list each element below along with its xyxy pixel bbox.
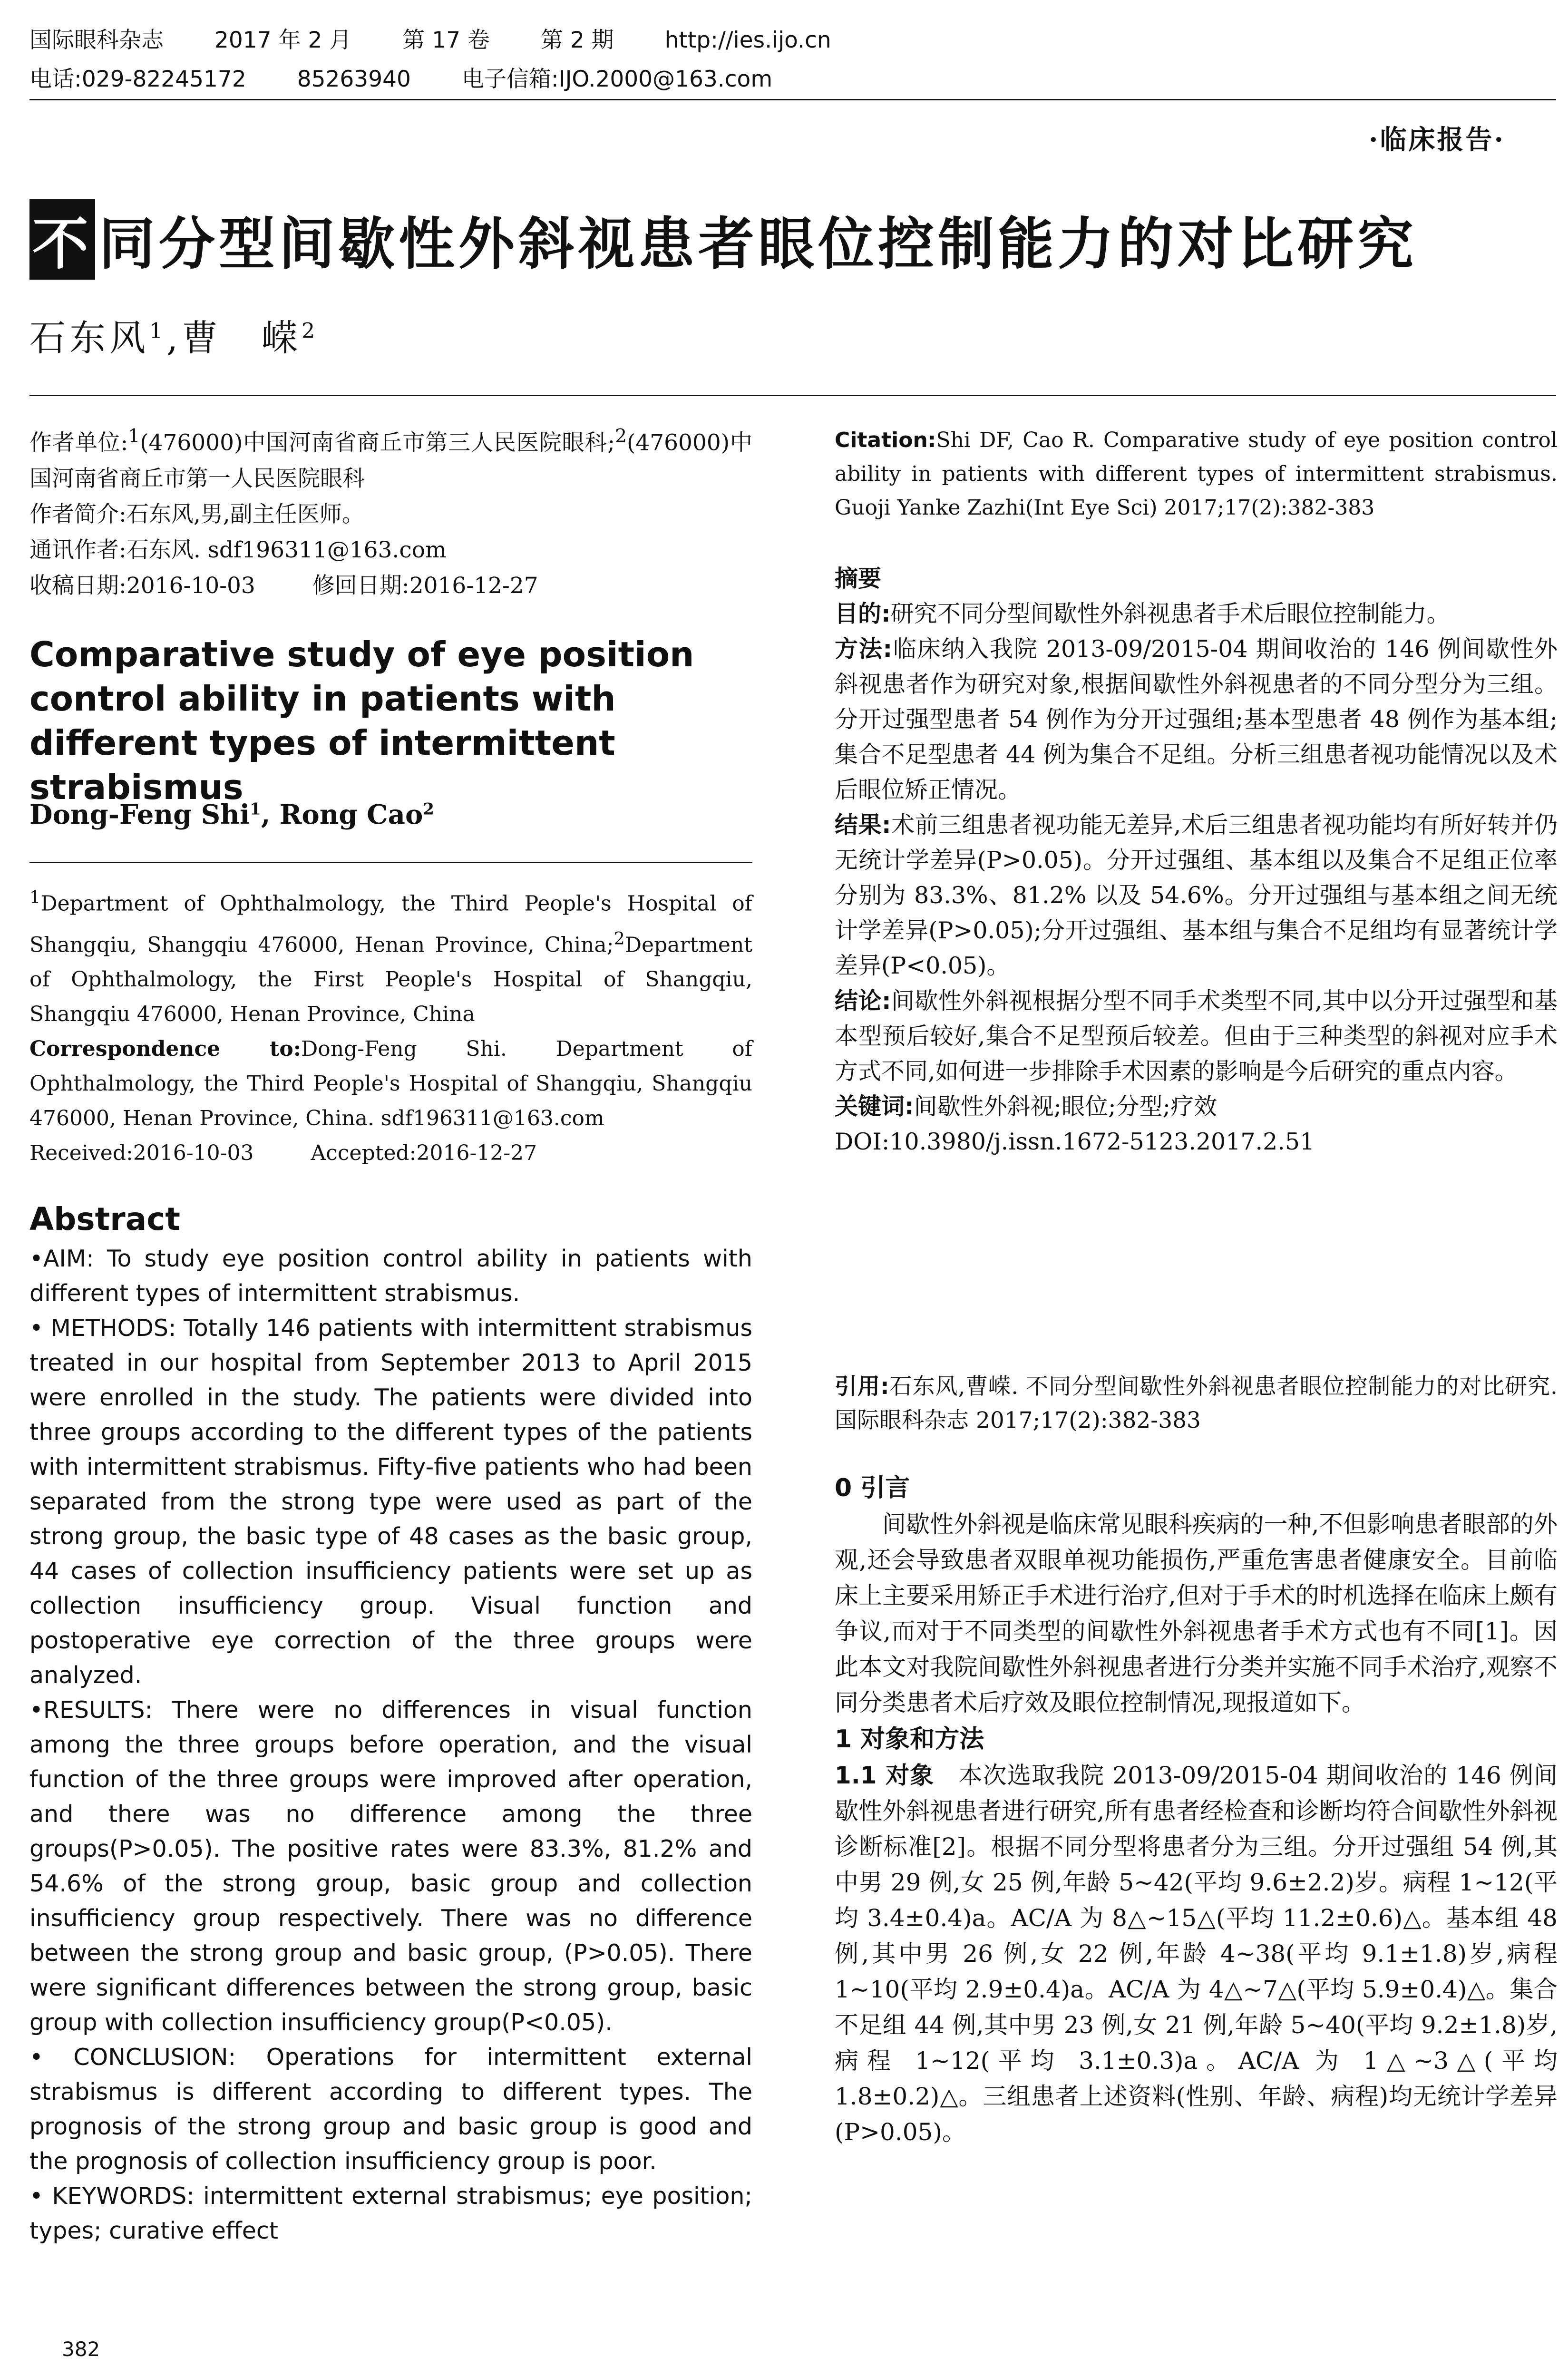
author-2-aff: 2	[302, 319, 319, 343]
section-1-heading: 1 对象和方法	[835, 1725, 984, 1754]
title-divider	[29, 395, 1556, 396]
cn-citation-label: 引用:	[835, 1374, 889, 1400]
phone2: 85263940	[297, 66, 411, 92]
abstract-cn	[835, 561, 1558, 1159]
affiliation-2: Department of Ophthalmology, the First People's Hospital of Shangqiu, Shangqiu 476000, Henan Province, China	[29, 933, 752, 1027]
citation-en	[835, 423, 1558, 525]
abstract-keywords: • KEYWORDS: intermittent external strabismus; eye position; types; curative effect	[29, 2182, 752, 2244]
section-1-1-label: 1.1 对象	[835, 1762, 935, 1789]
unit2-text: (476000)中国河南省商丘市第一人民医院眼科	[29, 429, 752, 492]
abstract-aim: •AIM: To study eye position control ability in patients with different types of intermittent strabismus.	[29, 1245, 752, 1307]
en-author-sep: ,	[261, 799, 280, 830]
english-title: Comparative study of eye position control ability in patients with different types of intermittent strabismus	[29, 634, 694, 807]
section-1-1-text: 本次选取我院 2013-09/2015-04 期间收治的 146 例间歇性外斜视患者进行研究,所有患者经检查和诊断均符合间歇性外斜视诊断标准[2]。根据不同分型将患者分为三组。分开过强组 54 例,其中男 29 例,女 25 例,年龄 5~42(平均 9.6±2.2)岁。病程 1~12(平均 3.4±0.4)a。AC/A 为 8△~15△(平均 11.2±0.6)△。基本组 48 例,其中男 26 例,女 22 例,年龄 4~38(平均 9.1±1.8)岁,病程 1~10(平均 2.9±0.4)a。AC/A 为 4△~7△(平均 5.9±0.4)△。集合不足组 44 例,其中男 23 例,女 21 例,年龄 5~40(平均 9.2±1.8)岁,病程 1~12(平均 3.1±0.3)a。AC/A 为 1△~3△(平均 1.8±0.2)△。三组患者上述资料(性别、年龄、病程)均无统计学差异(P>0.05)。	[835, 1762, 1558, 2146]
aff-sup-1: 1	[29, 887, 41, 907]
english-authors	[29, 799, 434, 830]
cn-results: 术前三组患者视功能无差异,术后三组患者视功能均有所好转并仍无统计学差异(P>0.05)。分开过强组、基本组以及集合不足组正位率分别为 83.3%、81.2% 以及 54.6%。分开过强组与基本组之间无统计学差异(P>0.05);分开过强组、基本组与集合不足组均有显著统计学差异(P<0.05)。	[835, 811, 1558, 979]
citation-text: Shi DF, Cao R. Comparative study of eye position control ability in patients with different types of intermittent strabismus. Guoji Yanke Zazhi(Int Eye Sci) 2017;17(2):382-383	[835, 428, 1558, 520]
aff-sup-2: 2	[614, 928, 625, 949]
citation-cn	[835, 1370, 1558, 1437]
affiliation-divider	[29, 862, 752, 863]
correspondence-text: Dong-Feng Shi. Department of Ophthalmology, the Third People's Hospital of Shangqiu, Shangqiu 476000, Henan Province, China. sdf196311@163.com	[29, 1037, 752, 1131]
abstract-conclusion: • CONCLUSION: Operations for intermittent external strabismus is different according to different types. The prognosis of the strong group and basic group is good and the prognosis of collection insufficiency group is poor.	[29, 2044, 752, 2175]
en-author-2: Rong Cao	[279, 799, 423, 830]
unit1-text: (476000)中国河南省商丘市第三人民医院眼科;	[140, 429, 615, 456]
corresponding-author: 通讯作者:石东风. sdf196311@163.com	[29, 536, 447, 563]
title-text: 同分型间歇性外斜视患者眼位控制能力的对比研究	[99, 211, 1418, 277]
cn-methods-label: 方法:	[835, 635, 893, 662]
en-received: Received:2016-10-03	[29, 1141, 254, 1166]
cn-citation-text: 石东风,曹嵘. 不同分型间歇性外斜视患者眼位控制能力的对比研究. 国际眼科杂志 2017;17(2):382-383	[835, 1374, 1558, 1433]
unit1-sup: 1	[128, 426, 140, 447]
email[interactable]: 电子信箱:IJO.2000@163.com	[461, 66, 773, 92]
cn-aim: 研究不同分型间歇性外斜视患者手术后眼位控制能力。	[890, 600, 1450, 627]
unit-label: 作者单位:	[29, 429, 128, 456]
en-accepted: Accepted:2016-12-27	[311, 1141, 537, 1166]
phone: 电话:029-82245172	[29, 66, 246, 92]
cn-results-label: 结果:	[835, 811, 891, 838]
abstract-methods: • METHODS: Totally 146 patients with intermittent strabismus treated in our hospital from September 2013 to April 2015 were enrolled in the study. The patients were divided into three groups according to the different types of the patients with intermittent strabismus. Fifty-five patients who had been separated from the strong type were used as part of the strong group, the basic type of 48 cases as the basic group, 44 cases of collection insufficiency patients were set up as collection insufficiency group. Visual function and postoperative eye correction of the three groups were analyzed.	[29, 1315, 752, 1689]
issue-date: 2017 年 2 月	[214, 27, 352, 53]
revised-date: 修回日期:2016-12-27	[312, 572, 538, 599]
article-title	[29, 199, 1551, 280]
cn-conclusion-label: 结论:	[835, 987, 891, 1014]
affiliation-1: Department of Ophthalmology, the Third People's Hospital of Shangqiu, Shangqiu 476000, Henan Province, China;	[29, 891, 752, 957]
english-affiliations	[29, 880, 752, 1170]
en-author-2-aff: 2	[423, 799, 434, 819]
journal-name: 国际眼科杂志	[29, 27, 164, 53]
abstract-heading: Abstract	[29, 1201, 180, 1237]
running-header	[29, 21, 1556, 99]
cn-meta	[29, 419, 752, 604]
issue: 第 2 期	[540, 27, 614, 53]
doi[interactable]: DOI:10.3980/j.issn.1672-5123.2017.2.51	[835, 1128, 1315, 1155]
author-line	[29, 309, 319, 361]
cn-aim-label: 目的:	[835, 600, 891, 627]
author-separator: ,	[166, 317, 182, 359]
header-divider	[29, 99, 1556, 100]
received-date: 收稿日期:2016-10-03	[29, 572, 255, 599]
author-1: 石东风	[29, 317, 149, 359]
cn-conclusion: 间歇性外斜视根据分型不同手术类型不同,其中以分开过强型和基本型预后较好,集合不足型预后较差。但由于三种类型的斜视对应手术方式不同,如何进一步排除手术因素的影响是今后研究的重点内容。	[835, 987, 1558, 1085]
page-number: 382	[62, 2338, 100, 2361]
volume: 第 17 卷	[402, 27, 490, 53]
en-author-1-aff: 1	[250, 799, 261, 819]
cn-methods: 临床纳入我院 2013-09/2015-04 期间收治的 146 例间歇性外斜视患者作为研究对象,根据间歇性外斜视患者的不同分型分为三组。分开过强型患者 54 例作为分开过强组;基本型患者 48 例作为基本组;集合不足型患者 44 例为集合不足组。分析三组患者视功能情况以及术后眼位矫正情况。	[835, 635, 1558, 803]
correspondence-label: Correspondence to:	[29, 1037, 301, 1062]
title-dropcap: 不	[29, 199, 95, 280]
cn-abstract-heading: 摘要	[835, 565, 882, 592]
abstract-en	[29, 1241, 752, 2248]
abstract-results: •RESULTS: There were no differences in visual function among the three groups before operation, and the visual function of the three groups were improved after operation, and there was no difference among the three groups(P>0.05). The positive rates were 83.3%, 81.2% and 54.6% of the strong group, basic group and collection insufficiency group respectively. There was no difference between the strong group and basic group, (P>0.05). There were significant differences between the strong group, basic group with collection insufficiency group(P<0.05).	[29, 1696, 752, 2036]
section-0-text: 间歇性外斜视是临床常见眼科疾病的一种,不但影响患者眼部的外观,还会导致患者双眼单视功能损伤,严重危害患者健康安全。目前临床上主要采用矫正手术进行治疗,但对于手术的时机选择在临床上颇有争议,而对于不同类型的间歇性外斜视患者手术方式也有不同[1]。因此本文对我院间歇性外斜视患者进行分类并实施不同手术治疗,观察不同分类患者术后疗效及眼位控制情况,现报道如下。	[835, 1510, 1558, 1716]
body-text	[835, 1470, 1558, 2150]
unit2-sup: 2	[615, 426, 627, 447]
cn-keywords: 间歇性外斜视;眼位;分型;疗效	[914, 1093, 1217, 1120]
author-2: 曹 嵘	[182, 317, 302, 359]
author-intro: 作者简介:石东风,男,副主任医师。	[29, 501, 364, 527]
citation-label: Citation:	[835, 428, 936, 452]
journal-url[interactable]: http://ies.ijo.cn	[664, 27, 831, 53]
author-1-aff: 1	[149, 319, 166, 343]
cn-keywords-label: 关键词:	[835, 1093, 914, 1120]
section-tag: ·临床报告·	[1369, 124, 1505, 156]
en-author-1: Dong-Feng Shi	[29, 799, 250, 830]
section-0-heading: 0 引言	[835, 1474, 910, 1502]
